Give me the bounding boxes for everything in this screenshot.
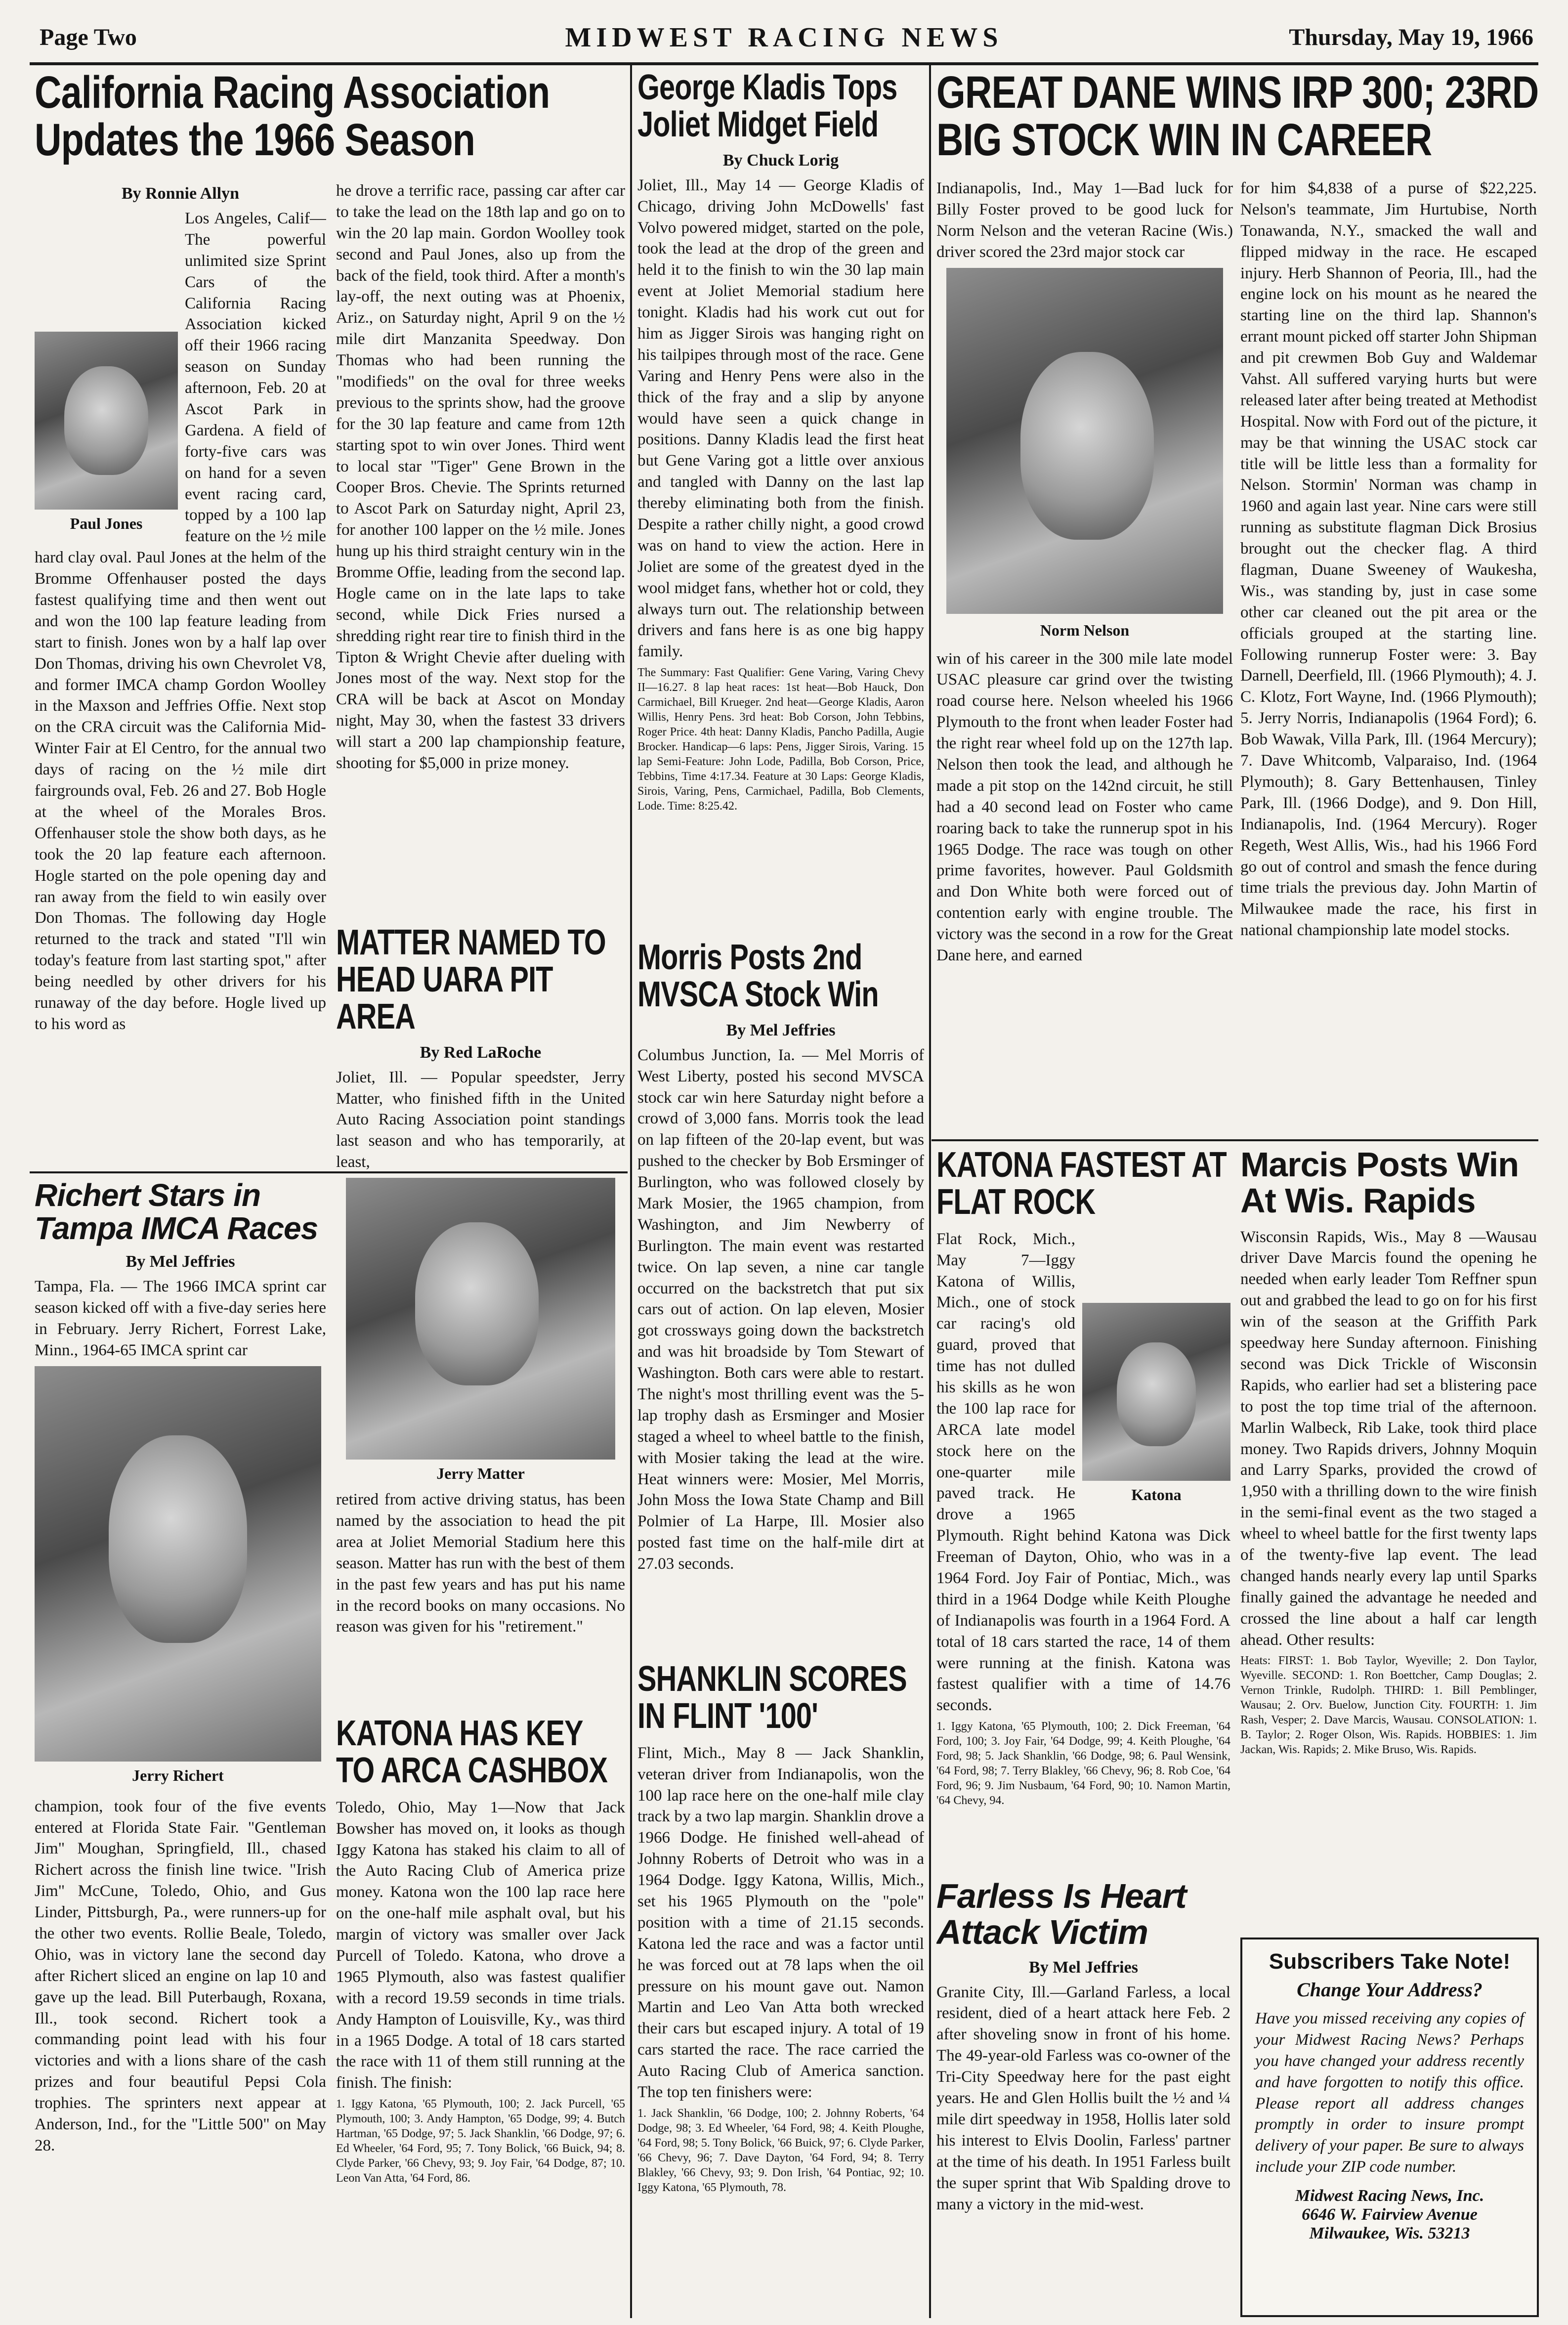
dane-text-top: Indianapolis, Ind., May 1—Bad luck for Billy Foster proved to be good luck for Norm Nelson and the veteran Racine (Wis.) driver scored the 23rd major stock car <box>936 179 1233 261</box>
katona-flat-article <box>936 1147 1230 1888</box>
matter-text-top: Joliet, Ill. — Popular speedster, Jerry Matter, who finished fifth in the United Auto Racing Association point standings last season and who has temporarily, at least, <box>336 1068 625 1171</box>
richert-column-1 <box>35 1179 326 2316</box>
subscribers-address-line-1: Midwest Racing News, Inc. <box>1295 2187 1484 2205</box>
jerry-matter-photo-frame <box>336 1173 625 1489</box>
morris-byline: By Mel Jeffries <box>726 1021 836 1039</box>
dane-column-1 <box>936 178 1233 1137</box>
matter-article <box>336 924 625 1666</box>
dane-text-part-2: for him $4,838 of a purse of $22,225. Nelson's teammate, Jim Hurtubise, North Tonawanda, N.Y., smacked the wall and flipped midway in the race. He escaped injury. Herb Shannon of Peoria, Ill., had the engine lock on his mount as he neared the starting line on the third lap. Shannon's errant mount picked off starter John Shipman and pit crewmen Bob Guy and Waldemar Vahst. All suffered varying hurts but were released later after being treated at Methodist Hospital. Now with Ford out of the picture, it may be that winning the USAC stock car title will be little less than a formality for Nelson. Stormin' Norman was champ in 1960 and again last year. Nine cars were still running as substitute flagman Dick Brosius brought out the checker flag. A third flagman, Duane Sweeney of Waukesha, Wis., was standing by, just in case some other car cleaned out the pit area or the officials grouped at the starting line. Following runnerup Foster were: 3. Bay Darnell, Deerfield, Ill. (1966 Plymouth); 4. J. C. Klotz, Fort Wayne, Ind. (1966 Plymouth); 5. Jerry Norris, Indianapolis (1964 Ford); 6. Bob Wawak, Villa Park, Ill. (1964 Mercury); 7. Dave Whitcomb, Valparaiso, Ind. (1964 Plymouth); 8. Gary Bettenhausen, Tinley Park, Ill. (1966 Dodge), and 9. Don Hill, Indianapolis, Ind. (1964 Mercury). Roger Regeth, West Allis, Wis., had his 1966 Ford go out of control and smash the fence during time trials the previous day. John Martin of Milwaukee made the race, his first in national championship late model stocks. <box>1240 179 1537 940</box>
farless-article <box>936 1878 1230 2318</box>
subscribers-address-line-3: Milwaukee, Wis. 53213 <box>1309 2224 1470 2243</box>
cra-headline: California Racing Association Updates the 1966 Season <box>35 69 550 165</box>
shanklin-text: Flint, Mich., May 8 — Jack Shanklin, veteran driver from Indianapolis, won the 100 lap race here on the one-half mile clay track by a two lap margin. Shanklin drove a 1966 Dodge. He finished well-ahead of Johnny Roberts of Detroit who was in a 1964 Dodge. Iggy Katona, Willis, Mich., set his 1965 Plymouth on the "pole" position with a time of 21.15 seconds. Katona led the race and was a factor until he was forced out at 78 laps when the oil pressure on his mount gave out. Namon Martin and Leo Van Atta both wrecked their cars but escaped injury. A total of 19 cars started the race. The race carried the Auto Racing Club of America sanction. The top ten finishers were: <box>637 1744 924 2101</box>
dane-headline-block <box>936 69 1538 173</box>
jerry-richert-photo-frame <box>35 1361 321 1796</box>
matter-byline: By Red LaRoche <box>420 1043 542 1062</box>
kladis-headline: George Kladis Tops Joliet Midget Field <box>637 69 897 144</box>
subscribers-text: Have you missed receiving any copies of your Midwest Racing News? Perhaps you have changed your address recently and have forgotten to notify this office. Please report all address changes promptly in order to insure prompt delivery of your paper. Be sure to always include your ZIP code number. <box>1255 2010 1524 2176</box>
katona-photo-frame <box>1082 1303 1230 1510</box>
column-rule <box>929 64 931 2318</box>
subscribers-subtitle: Change Your Address? <box>1297 1979 1483 2001</box>
farless-byline: By Mel Jeffries <box>1029 1958 1138 1977</box>
page-number: Page Two <box>40 24 137 50</box>
farless-headline: Farless Is Heart Attack Victim <box>936 1878 1187 1951</box>
cra-byline: By Ronnie Allyn <box>121 184 240 203</box>
subscribers-box <box>1240 1938 1539 2317</box>
katona-arca-finish: 1. Iggy Katona, '65 Plymouth, 100; 2. Jack Purcell, '65 Plymouth, 100; 3. Andy Hampton, '65 Dodge, 99; 4. Butch Hartman, '65 Dodge, 97; 5. Jack Shanklin, '66 Dodge, 97; 6. Ed Wheeler, '64 Ford, 95; 7. Tony Bolick, '66 Buick, 94; 8. Clyde Parker, '66 Chevy, 93; 9. Joy Fair, '64 Dodge, 87; 10. Leon Van Atta, '64 Ford, 86. <box>336 2098 625 2185</box>
newspaper-title: MIDWEST RACING NEWS <box>565 22 1003 53</box>
issue-date: Thursday, May 19, 1966 <box>1289 24 1533 50</box>
kladis-byline: By Chuck Lorig <box>722 151 839 170</box>
column-rule <box>630 64 632 2318</box>
katona-flat-text: Flat Rock, Mich., May 7—Iggy Katona of Willis, Mich., one of stock car racing's old guard, proved that time has not dulled his skills as he won the 100 lap race for ARCA late model stock here on the one-quarter mile paved track. He drove a 1965 Plymouth. Right behind Katona was Dick Freeman of Dayton, Ohio, who was in a 1964 Ford. Joy Fair of Pontiac, Mich., was third in a 1964 Dodge while Keith Ploughe of Indianapolis was fourth in a 1964 Ford. A total of 18 cars started the race, 14 of them were running at the finish. Katona was fastest qualifier with a time of 14.76 seconds. <box>936 1230 1230 1715</box>
katona-arca-headline: KATONA HAS KEY TO ARCA CASHBOX <box>336 1715 608 1790</box>
cra-column-1 <box>35 180 326 1169</box>
richert-headline: Richert Stars in Tampa IMCA Races <box>35 1179 318 1246</box>
subscribers-title: Subscribers Take Note! <box>1269 1949 1511 1974</box>
paul-jones-photo <box>35 332 178 510</box>
dane-headline: GREAT DANE WINS IRP 300; 23RD BIG STOCK WIN IN CAREER <box>936 69 1538 165</box>
katona-photo <box>1082 1303 1230 1481</box>
marcis-text: Wisconsin Rapids, Wis., May 8 —Wausau driver Dave Marcis found the opening he needed when early leader Tom Reffner spun out and grabbed the lead to go on for his first win of the season at the Griffith Park speedway here Sunday afternoon. Finishing second was Dick Trickle of Wisconsin Rapids, who earlier had set a blistering pace to post the top time trial of the afternoon. Marlin Walbeck, Rib Lake, took third place money. Two Rapids drivers, Johnny Moquin and Larry Sparks, provided the crowd of 1,950 with a thrilling down to the wire finish in the semi-final event as the two staged a wheel to wheel battle for the first twenty laps of the twenty-five lap event. The lead changed hands nearly every lap until Sparks finally gained the advantage he needed and crossed the line about a half car length ahead. Other results: <box>1240 1228 1537 1649</box>
marcis-headline: Marcis Posts Win At Wis. Rapids <box>1240 1147 1519 1220</box>
dane-text-bottom: win of his career in the 300 mile late model USAC pleasure car grind over the twisting road course here. Nelson wheeled his 1966 Plymouth to the front when leader Foster had the right rear wheel fold up on the 127th lap. Nelson then took the lead, and although he made a pit stop on the 142nd circuit, he still had a 40 second lead on Foster who came roaring back to take the runnerup spot in his 1965 Dodge. The race was tough on other prime favorites, however. Paul Goldsmith and Don White both were forced out of contention early with engine trouble. The victory was the second in a row for the Great Dane here, and earned <box>936 649 1233 965</box>
norm-nelson-photo <box>946 268 1223 614</box>
jerry-richert-caption: Jerry Richert <box>132 1766 224 1784</box>
jerry-matter-photo <box>346 1178 615 1460</box>
farless-text: Granite City, Ill.—Garland Farless, a local resident, died of a heart attack here Feb. 2 after shoveling snow in front of his home. The 49-year-old Farless was co-owner of the Tri-City Speedway here for the past eight years. He and Glen Hollis built the ½ and ¼ mile dirt speedway in 1958, Hollis later sold his interest to Elvis Doolin, Farless' partner at the time of his death. In 1951 Farless built the super sprint that Wib Spalding drove to many a victory in the mid-west. <box>936 1983 1230 2213</box>
katona-caption: Katona <box>1131 1485 1182 1504</box>
norm-nelson-photo-frame <box>936 263 1233 648</box>
katona-flat-finish: 1. Iggy Katona, '65 Plymouth, 100; 2. Dick Freeman, '64 Ford, 100; 3. Joy Fair, '64 Dodge, 99; 4. Keith Ploughe, '64 Ford, 98; 5. Jack Shanklin, '66 Dodge, 98; 6. Paul Wensink, '64 Ford, 98; 7. Terry Blakley, '66 Chevy, 96; 8. Rob Coe, '64 Ford, 96; 9. Jim Nusbaum, '64 Ford, 90; 10. Namon Martin, '64 Chevy, 94. <box>936 1720 1230 1808</box>
masthead <box>30 15 1538 65</box>
paul-jones-photo-frame <box>35 332 178 539</box>
kladis-text: Joliet, Ill., May 14 — George Kladis of Chicago, driving John McDowells' fast Volvo powered midget, started on the pole, took the lead at the drop of the green and held it to the finish to win the 30 lap main event at Joliet Memorial stadium here tonight. Kladis had his work cut out for him as Jigger Sirois was hanging right on his tailpipes through most of the race. Gene Varing and Henry Pens were also in the thick of the fray and a slip by anyone would have seen a quick change in positions. Danny Kladis lead the first heat but Gene Varing got a little over anxious and tangled with Danny on the last lap thereby eliminating both from the finish. Despite a rather chilly night, a good crowd was on hand to view the action. Here in Joliet are some of the greatest dyed in the wool midget fans, whether hot or cold, they always turn out. The relationship between drivers and fans here is as one big happy family. <box>637 176 924 661</box>
matter-text-bottom: retired from active driving status, has been named by the association to head the pit area at Joliet Memorial Stadium here this season. Matter has run with the best of them in the past few years and has put his name in the record books on many occasions. No reason was given for his "retirement." <box>336 1491 625 1636</box>
jerry-matter-caption: Jerry Matter <box>436 1464 525 1483</box>
richert-text-bottom: champion, took four of the five events entered at Florida State Fair. "Gentleman Jim" Moughan, Springfield, Ill., chased Richert across the finish line twice. "Irish Jim" McCune, Toledo, Ohio, and Gus Linder, Pittsburgh, Pa., were runners-up for the other two events. Rollie Beale, Toledo, Ohio, was in victory lane the second day after Richert sliced an engine on lap 10 and gave up the lead. Bill Puterbaugh, Roxana, Ill., took second. Richert took a commanding point lead with his four victories and with a lions share of the cash prizes and four beautiful Pepsi Cola trophies. The sprinters next appear at Anderson, Ind., for the "Little 500" on May 28. <box>35 1797 326 2154</box>
subscribers-address-line-2: 6646 W. Fairview Avenue <box>1302 2205 1478 2224</box>
jerry-richert-photo <box>35 1366 321 1762</box>
cra-text-part-1: Los Angeles, Calif—The powerful unlimited size Sprint Cars of the California Racing Association kicked off their 1966 racing season on Sunday afternoon, Feb. 20 at Ascot Park in Gardena. A field of forty-five cars was on hand for a seven event racing card, topped by a 100 lap feature on the ½ mile hard clay oval. Paul Jones at the helm of the Bromme Offenhauser posted the days fastest qualifying time and then went out and won the 100 lap feature leading from start to finish. Jones won by a half lap over Don Thomas, driving his own Chevrolet V8, and former IMCA champ Gordon Woolley in the Maxson and Jeffries Offie. Next stop on the CRA circuit was the California Mid-Winter Fair at El Centro, for the annual two days of racing on the ½ mile dirt fairgrounds oval, Feb. 26 and 27. Bob Hogle at the wheel of the Morales Bros. Offenhauser stole the show both days, as he took the 20 lap feature each afternoon. Hogle started on the pole opening day and ran away from the field to win easily over Don Thomas. The following day Hogle returned to the track and stated "I'll win today's feature from last starting spot," after being needled by other drivers for his runaway of the day before. Hogle lived up to his word as <box>35 210 326 1033</box>
matter-headline: MATTER NAMED TO HEAD UARA PIT AREA <box>336 924 606 1036</box>
dane-column-2 <box>1240 178 1537 1137</box>
richert-text-top: Tampa, Fla. — The 1966 IMCA sprint car season kicked off with a five-day series here in February. Jerry Richert, Forrest Lake, Minn., 1964-65 IMCA sprint car <box>35 1278 326 1359</box>
norm-nelson-caption: Norm Nelson <box>1040 621 1130 639</box>
shanklin-headline: SHANKLIN SCORES IN FLINT '100' <box>637 1661 907 1736</box>
cra-text-part-2: he drove a terrific race, passing car after car to take the lead on the 18th lap and go on to win the 20 lap main. Gordon Woolley took second and Paul Jones, also up from the back of the field, took third. After a month's lay-off, the next outing was at Phoenix, Ariz., on Saturday night, April 9 on the ½ mile dirt Manzanita Speedway. Don Thomas who had been running the "modifieds" on the oval for three weeks previous to the sprints show, had the groove for the 30 lap feature and came from 12th starting spot to win over Jones. Third went to local star "Tiger" Gene Brown in the Cooper Bros. Chevie. The Sprints returned to Ascot Park on Saturday night, April 23, for another 100 lapper on the ½ mile. Jones hung up his third straight century win in the Bromme Offie, leading from the second lap. Hogle came on in the late laps to take second, while Dick Fries nursed a shredding right rear tire to finish third in the Tipton & Wright Chevie after dueling with Jones most of the way. Next stop for the CRA will be back at Ascot on Monday night, May 30, when the fastest 33 drivers will start a 200 lap championship feature, shooting for $5,000 in prize money. <box>336 182 625 773</box>
katona-flat-headline: KATONA FASTEST AT FLAT ROCK <box>936 1147 1227 1222</box>
richert-byline: By Mel Jeffries <box>126 1252 235 1271</box>
morris-article <box>637 939 924 1680</box>
paul-jones-caption: Paul Jones <box>70 515 143 532</box>
shanklin-article <box>637 1661 924 2318</box>
shanklin-finish: 1. Jack Shanklin, '66 Dodge, 100; 2. Johnny Roberts, '64 Dodge, 98; 3. Ed Wheeler, '64 Ford, 98; 4. Keith Ploughe, '64 Ford, 98; 5. Tony Bolick, '66 Buick, 97; 6. Clyde Parker, '66 Chevy, 96; 7. Dave Dayton, '64 Ford, 94; 8. Terry Blakley, '66 Chevy, 93; 9. Don Irish, '64 Pontiac, 92; 10. Iggy Katona, '65 Plymouth, 78. <box>637 2107 924 2194</box>
morris-headline: Morris Posts 2nd MVSCA Stock Win <box>637 939 879 1014</box>
cra-headline-block <box>35 69 628 183</box>
marcis-results: Heats: FIRST: 1. Bob Taylor, Wyeville; 2. Don Taylor, Wyeville. SECOND: 1. Ron Boettcher, Camp Douglas; 2. Vernon Trinkle, Rudolph. THIRD: 1. Bill Pemblinger, Wausau; 2. Orv. Buelow, Junction City. FOURTH: 1. Jim Rash, Vesper; 2. Dave Marcis, Wausau. CONSOLATION: 1. B. Taylor; 2. Roger Olson, Wis. Rapids. HOBBIES: 1. Jim Jackan, Wis. Rapids; 2. Mike Bruso, Wis. Rapids. <box>1240 1654 1537 1757</box>
cra-column-2 <box>336 180 625 922</box>
katona-arca-article <box>336 1715 625 2318</box>
morris-text: Columbus Junction, Ia. — Mel Morris of West Liberty, posted his second MVSCA stock car win here Saturday night before a crowd of 3,000 fans. Morris took the lead on lap fifteen of the 20-lap event, but was pushed to the checker by Bob Ersminger of Burlington, who was followed closely by Mark Mosier, the 1965 champion, from Washington, and Jim Newberry of Burlington. The main event was restarted twice. On lap seven, a nine car tangle occurred on the backstretch that put six cars out of action. On lap eleven, Mosier got crossways going down the backstretch and was hit broadside by Tom Stewart of Washington. Both cars were able to restart. The night's most thrilling event was the 5-lap trophy dash as Ersminger and Mosier staged a wheel to wheel battle to the finish, with Mosier taking the lead at the wire. Heat winners were: Mosier, Mel Morris, John Moss the Iowa State Champ and Bill Polmier of La Harpe, Ill. Mosier also posted fast time on the half-mile dirt at 27.03 seconds. <box>637 1046 924 1573</box>
kladis-summary: The Summary: Fast Qualifier: Gene Varing, Varing Chevy II—16.27. 8 lap heat races: 1st heat—Bob Hauck, Don Carmichael, Bill Krueger. 2nd heat—George Kladis, Aaron Willis, Henry Pens. 3rd heat: Bob Corson, John Tebbins, Roger Price. 4th heat: Danny Kladis, Pancho Padilla, Augie Brocker. Handicap—6 laps: Pens, Jigger Sirois, Varing. 15 lap Semi-Feature: John Lode, Padilla, Bob Corson, Price, Tebbins, Time 4:17.34. Feature at 30 Laps: George Kladis, Sirois, Varing, Pens, Carmichael, Padilla, Bob Clements, Lode. Time: 8:25.42. <box>637 666 924 813</box>
katona-arca-text: Toledo, Ohio, May 1—Now that Jack Bowsher has moved on, it looks as though Iggy Katona has staked his claim to all of the Auto Racing Club of America prize money. Katona won the 100 lap race here on the one-half mile asphalt oval, but his margin of victory was smaller over Jack Purcell of Toledo. Katona, who drove a 1965 Plymouth, also was fastest qualifier with a record 19.59 seconds in time trials. Andy Hampton of Louisville, Ky., was third in a 1965 Dodge. A total of 18 cars started the race with 11 of them still running at the finish. The finish: <box>336 1798 625 2092</box>
kladis-article <box>637 69 924 934</box>
marcis-article <box>1240 1147 1537 1933</box>
section-rule <box>932 1139 1538 1141</box>
